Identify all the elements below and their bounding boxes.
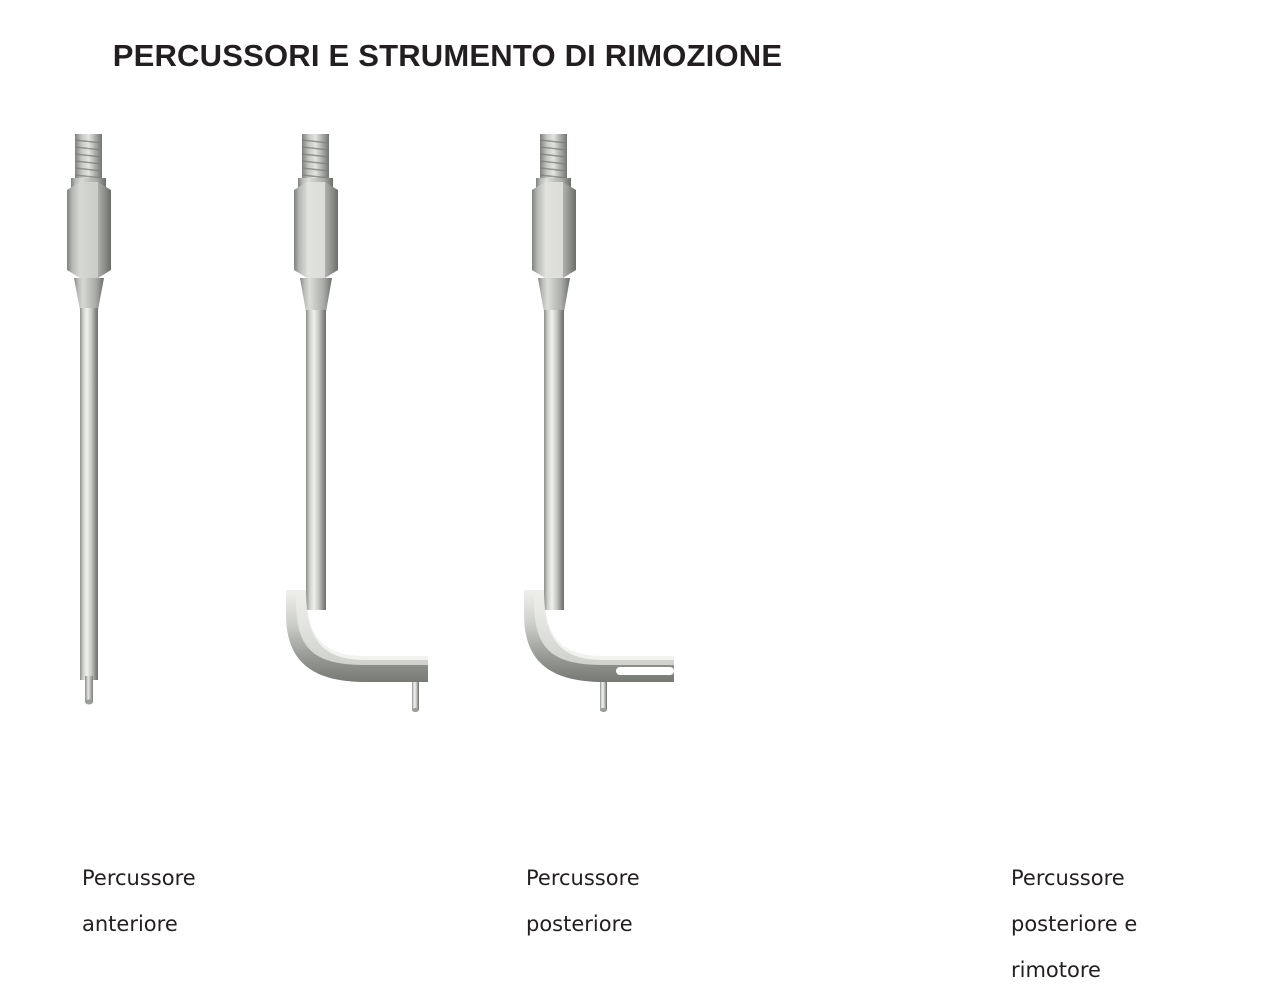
page-title: PERCUSSORI E STRUMENTO DI RIMOZIONE (112, 38, 783, 73)
anterior-impactor-photo (20, 120, 260, 720)
caption-posterior-impactor: Percussore posteriore (526, 866, 640, 936)
caption-posterior-impactor-remover: Percussore posteriore e rimotore (1011, 866, 1138, 982)
figure-item-anterior-impactor (20, 120, 260, 936)
figure-item-posterior-impactor (240, 120, 640, 936)
posterior-impactor-photo (240, 120, 480, 720)
figure-row (0, 120, 1138, 982)
posterior-impactor-and-remover-photo (478, 120, 718, 720)
caption-anterior-impactor: Percussore anteriore (82, 866, 196, 936)
figure-item-posterior-impactor-remover (478, 120, 1138, 982)
